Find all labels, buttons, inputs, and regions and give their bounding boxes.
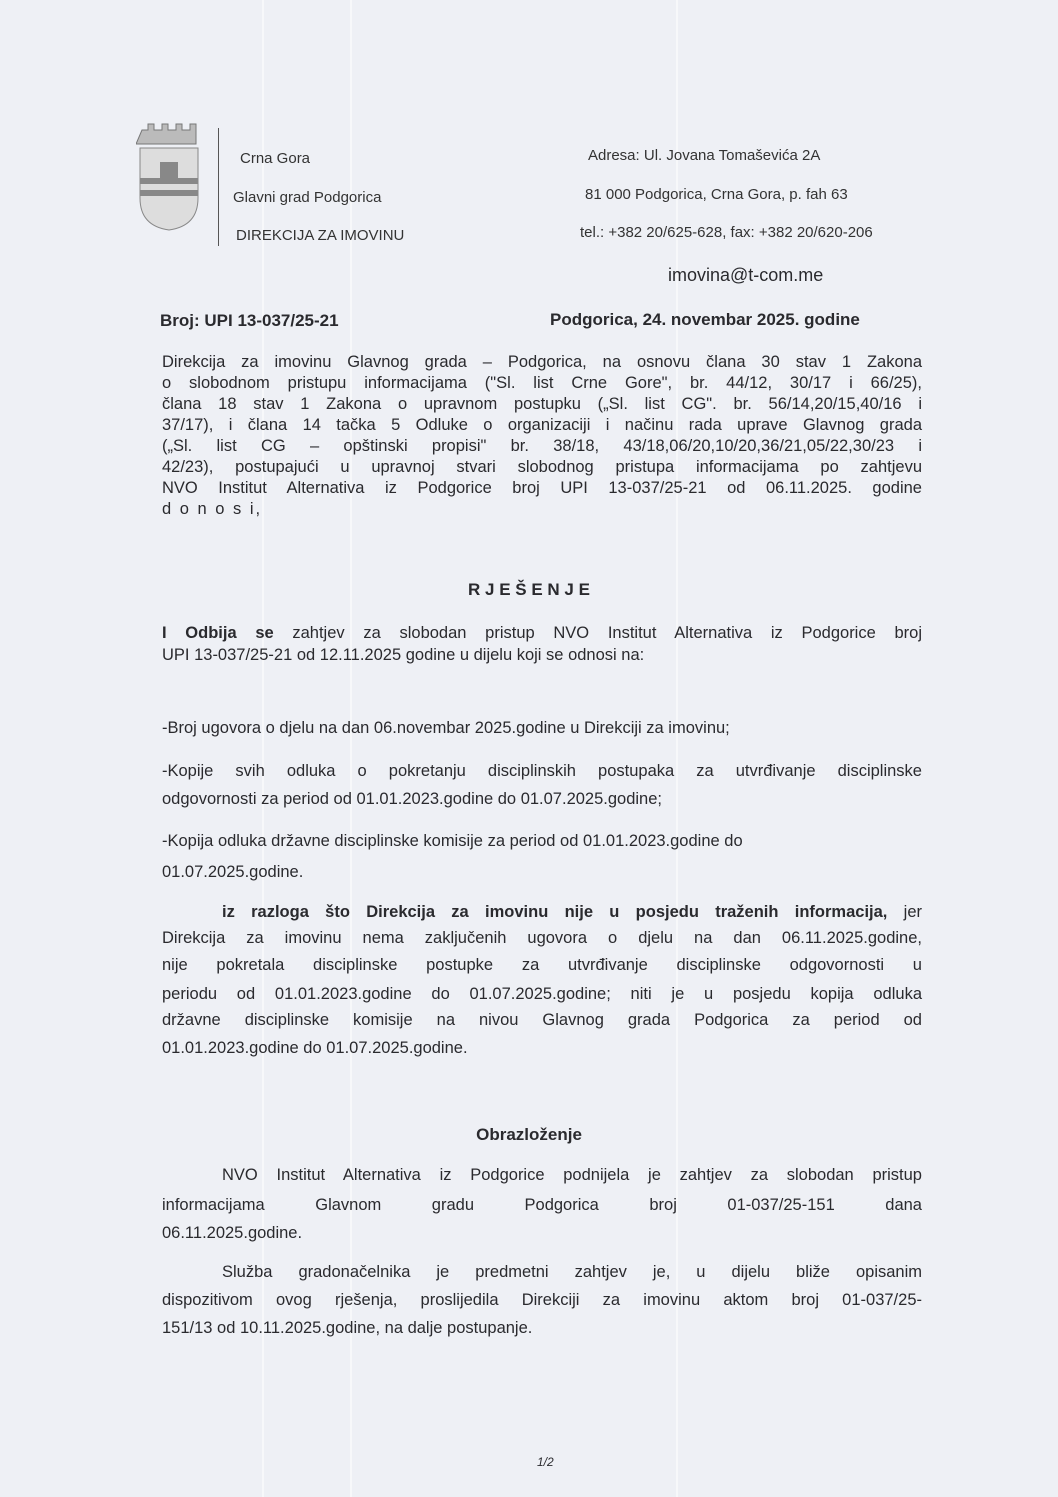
reason-line: nije pokretala disciplinske postupke za utvrđivanje disciplinske odgovornosti u xyxy=(162,956,922,974)
decision-line xyxy=(162,623,922,643)
reason-line xyxy=(222,902,922,922)
explanation-title: Obrazloženje xyxy=(476,1125,582,1144)
explanation-line: informacijama Glavnom gradu Podgorica broj 01-037/25-151 dana xyxy=(162,1196,922,1214)
department-name: DIREKCIJA ZA IMOVINU xyxy=(236,227,405,244)
document-date: Podgorica, 24. novembar 2025. godine xyxy=(550,310,860,329)
reason-line: Direkcija za imovinu nema zaključenih ugovora o djelu na dan 06.11.2025.godine, xyxy=(162,929,922,947)
document-number: Broj: UPI 13-037/25-21 xyxy=(160,311,339,330)
explanation-line: 151/13 od 10.11.2025.godine, na dalje postupanje. xyxy=(162,1319,533,1337)
decision-line: UPI 13-037/25-21 od 12.11.2025 godine u dijelu koji se odnosi na: xyxy=(162,646,645,664)
list-item: -Kopije svih odluka o pokretanju disciplinskih postupaka za utvrđivanje disciplinske xyxy=(162,762,922,780)
postal-address: 81 000 Podgorica, Crna Gora, p. fah 63 xyxy=(585,186,848,203)
text-line: 37/17), i člana 14 tačka 5 Odluke o organizaciji i načinu rada uprave Glavnog grada xyxy=(162,416,922,434)
text-line: Direkcija za imovinu Glavnog grada – Podgorica, na osnovu člana 30 stav 1 Zakona xyxy=(162,353,922,371)
text-line: („Sl. list CG – opštinski propisi" br. 38/18, 43/18,06/20,10/20,36/21,05/22,30/23 i xyxy=(162,437,922,455)
decision-text: zahtjev za slobodan pristup NVO Institut Alternativa iz Podgorice broj xyxy=(273,624,922,642)
text-line: člana 18 stav 1 Zakona o upravnom postupku („Sl. list CG". br. 56/14,20/15,40/16 i xyxy=(162,395,922,413)
decision-bold: I Odbija se xyxy=(162,624,274,642)
address: Adresa: Ul. Jovana Tomaševića 2A xyxy=(588,147,821,164)
city-name: Glavni grad Podgorica xyxy=(233,189,382,206)
list-item: -Broj ugovora o djelu na dan 06.novembar 2025.godine u Direkciji za imovinu; xyxy=(162,719,730,737)
header-divider xyxy=(218,128,219,246)
phone-fax: tel.: +382 20/625-628, fax: +382 20/620-206 xyxy=(580,224,873,241)
list-item: -Kopija odluka državne disciplinske komisije za period od 01.01.2023.godine do xyxy=(162,832,743,850)
coat-of-arms-logo xyxy=(136,122,202,232)
reason-line: državne disciplinske komisije na nivou Glavnog grada Podgorica za period od xyxy=(162,1011,922,1029)
text-line: d o n o s i, xyxy=(162,500,263,518)
page-number: 1/2 xyxy=(537,1455,554,1469)
explanation-line: dispozitivom ovog rješenja, proslijedila Direkciji za imovinu aktom broj 01-037/25- xyxy=(162,1291,922,1309)
explanation-line: Služba gradonačelnika je predmetni zahtjev je, u dijelu bliže opisanim xyxy=(222,1263,922,1281)
list-item-cont: odgovornosti za period od 01.01.2023.godine do 01.07.2025.godine; xyxy=(162,790,662,808)
explanation-line: NVO Institut Alternativa iz Podgorice podnijela je zahtjev za slobodan pristup xyxy=(222,1166,922,1184)
reason-text: jer xyxy=(887,903,923,921)
explanation-line: 06.11.2025.godine. xyxy=(162,1224,303,1242)
reason-bold: iz razloga što Direkcija za imovinu nije u posjedu traženih informacija, xyxy=(222,903,888,921)
text-line: 42/23), postupajući u upravnoj stvari slobodnog pristupa informacijama po zahtjevu xyxy=(162,458,922,476)
country-name: Crna Gora xyxy=(240,150,311,167)
text-line: NVO Institut Alternativa iz Podgorice broj UPI 13-037/25-21 od 06.11.2025. godine xyxy=(162,479,922,497)
reason-line: 01.01.2023.godine do 01.07.2025.godine. xyxy=(162,1039,468,1057)
decision-title: R J E Š E N J E xyxy=(468,580,590,599)
reason-line: periodu od 01.01.2023.godine do 01.07.2025.godine; niti je u posjedu kopija odluka xyxy=(162,985,922,1003)
email: imovina@t-com.me xyxy=(668,265,824,285)
list-item-cont: 01.07.2025.godine. xyxy=(162,863,304,881)
text-line: o slobodnom pristupu informacijama ("Sl. list Crne Gore", br. 44/12, 30/17 i 66/25), xyxy=(162,374,922,392)
